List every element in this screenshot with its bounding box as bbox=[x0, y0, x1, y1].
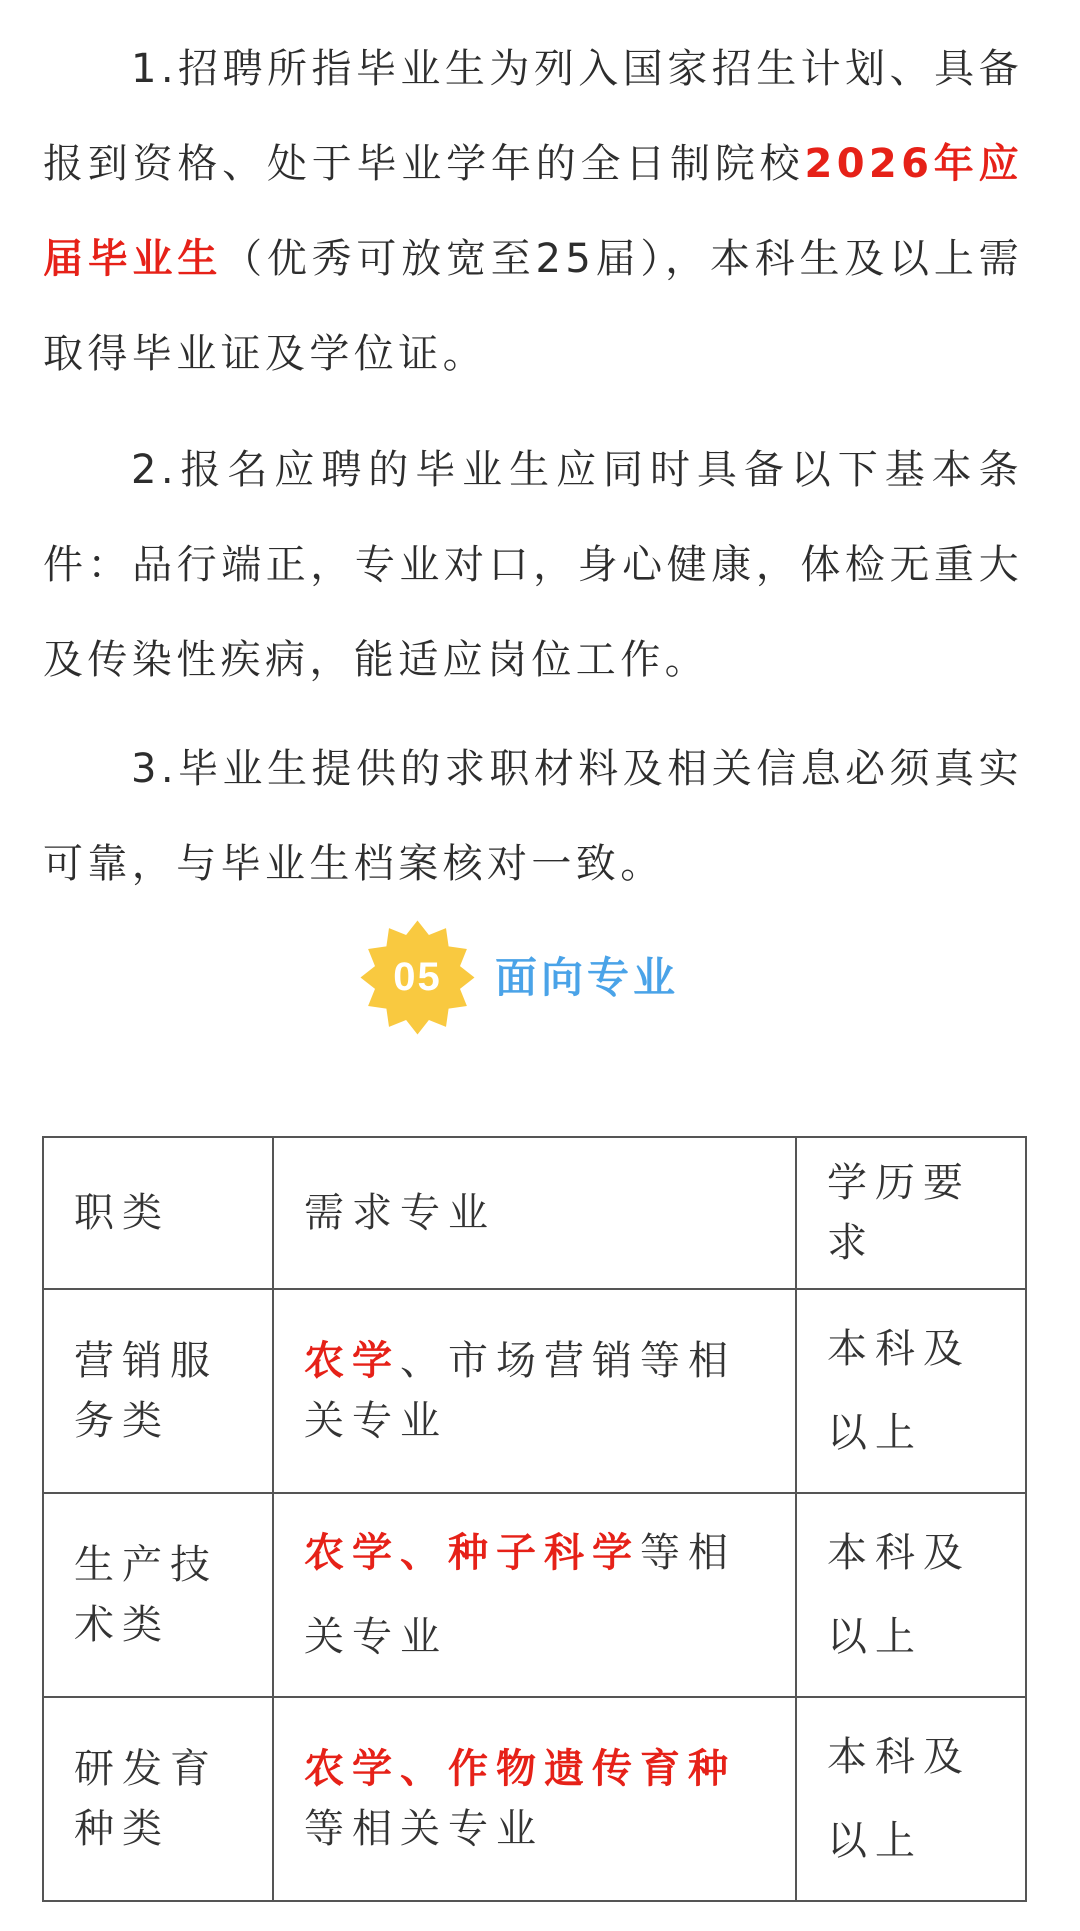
major-rest: 等相关专业 bbox=[304, 1530, 736, 1660]
major-rest: 等相关专业 bbox=[304, 1806, 544, 1852]
major-rest: 、市场营销等相关专业 bbox=[304, 1338, 736, 1444]
requirement-item-1-text: 1.招聘所指毕业生为列入国家招生计划、具备报到资格、处于毕业学年的全日制院校 bbox=[43, 46, 1023, 187]
header-cell-education: 学历要求 bbox=[796, 1137, 1026, 1289]
education-cell: 本科及以上 bbox=[796, 1493, 1026, 1697]
category-cell: 营销服务类 bbox=[43, 1289, 273, 1493]
requirement-item-3 bbox=[43, 722, 1023, 912]
table-row bbox=[43, 1697, 1026, 1901]
header-cell-category: 职类 bbox=[43, 1137, 273, 1289]
majors-table bbox=[42, 1136, 1025, 1902]
major-cell bbox=[273, 1493, 796, 1697]
education-cell: 本科及以上 bbox=[796, 1697, 1026, 1901]
section-header bbox=[360, 920, 760, 1030]
section-title: 面向专业 bbox=[495, 953, 680, 1002]
requirement-item-2-text: 2.报名应聘的毕业生应同时具备以下基本条件：品行端正，专业对口，身心健康，体检无重大及传染性疾病，能适应岗位工作。 bbox=[43, 447, 1023, 683]
requirement-item-2 bbox=[43, 423, 1023, 708]
table-row bbox=[43, 1493, 1026, 1697]
education-cell: 本科及以上 bbox=[796, 1289, 1026, 1493]
major-highlight: 农学、种子科学 bbox=[304, 1530, 640, 1576]
table-header-row bbox=[43, 1137, 1026, 1289]
category-cell: 生产技术类 bbox=[43, 1493, 273, 1697]
major-highlight: 农学 bbox=[304, 1338, 400, 1384]
category-cell: 研发育种类 bbox=[43, 1697, 273, 1901]
table-row bbox=[43, 1289, 1026, 1493]
header-cell-major: 需求专业 bbox=[273, 1137, 796, 1289]
major-cell bbox=[273, 1697, 796, 1901]
major-highlight: 农学、作物遗传育种 bbox=[304, 1746, 736, 1792]
graduate-year-highlight: 2026年应届毕业生 bbox=[43, 141, 1023, 282]
major-cell bbox=[273, 1289, 796, 1493]
section-number: 05 bbox=[393, 955, 442, 999]
section-number-badge bbox=[360, 920, 475, 1035]
requirement-item-3-text: 3.毕业生提供的求职材料及相关信息必须真实可靠，与毕业生档案核对一致。 bbox=[43, 746, 1023, 887]
requirement-item-1-tail: （优秀可放宽至25届），本科生及以上需取得毕业证及学位证。 bbox=[43, 236, 1023, 377]
requirement-item-1 bbox=[43, 22, 1023, 402]
